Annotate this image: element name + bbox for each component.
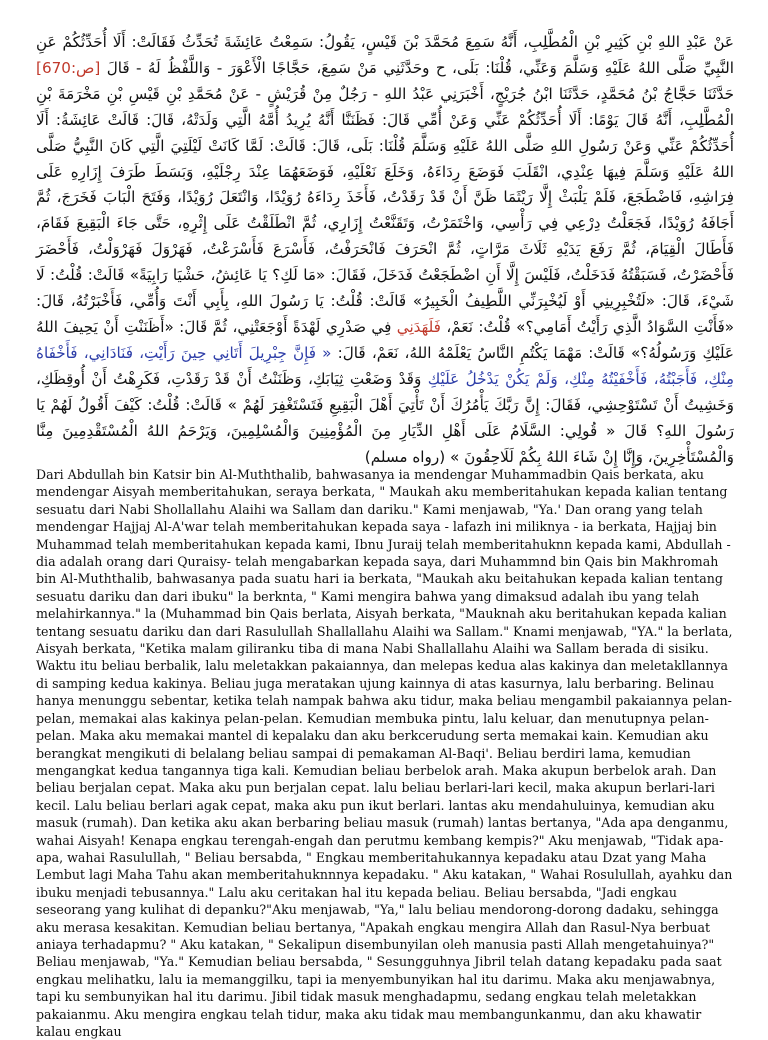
- highlighted-word: فَلَهَدَنِي: [396, 317, 441, 336]
- translation-paragraph: Dari Abdullah bin Katsir bin Al-Muththalib, bahwasanya ia mendengar Muhammadbin Qais berkata, aku mendengar Aisyah memberitahukan, seraya berkata, " Maukah aku memberitahukan kepada kalian tentang sesuatu dari Nabi Shollallahu Alaihi wa Sallam dan dariku." Kami menjawab, "Ya.' Dan orang yang telah mendengar Hajjaj Al-A'war telah memberitahukan kepada saya - lafazh ini miliknya - ia berkata, Hajjaj bin Muhammad telah memberitahukan kepada kami, Ibnu Juraij telah memberitahuknn kepada kami, Abdullah -dia adalah orang dari Quraisy- telah mengabarkan kepada saya, dari Muhammnd bin Qais bin Makhromah bin Al-Muththalib, bahwasanya pada suatu hari ia berkata, "Maukah aku beitahukan kepada kalian tentang sesuatu dariku dan dari ibuku" la berknta, " Kami mengira bahwa yang dimaksud adalah ibu yang telah melahirkannya." la (Muhammad bin Qais berlata, Aisyah berkata, "Mauknah aku beritahukan kepada kalian tentang sesuatu dariku dan dari Rasulullah Shallallahu Alaihi wa Sallam." Knami menjawab, "YA." la berlata, Aisyah berkata, "Ketika malam giliranku tiba di mana Nabi Shallallahu Alaihi wa Sallam berada di sisiku. Waktu itu beliau berbalik, lalu meletakkan pakaiannya, dan melepas kedua alas kakinya dan meletakllannya di samping kedua kakinya. Beliau juga meratakan ujung kainnya di atas kasurnya, lalu berbaring. Belinau hanya menunggu sebentar, ketika telah nampak bahwa aku tidur, maka beliau mengambil pakaiannya pelan-pelan, memakai alas kakinya pelan-pelan. Kemudian membuka pintu, lalu keluar, dan menutupnya pelan-pelan. Maka aku memakai mantel di kepalaku dan aku berkcerudung serta memakai kain. Kemudian aku berangkat mengikuti di belalang beliau sampai di pemakaman Al-Baqi'. Beliau berdiri lama, kemudian mengangkat kedua tangannya tiga kali. Kemudian beliau berbelok arah. Maka akupun berbelok arah. Dan beliau berjalan cepat. Maka aku pun berjalan cepat. lalu beliau berlari-lari kecil, maka akupun berlari-lari kecil. Lalu beliau berlari agak cepat, maka aku pun ikut berlari. lantas aku mendahuluinya, kemudian aku masuk (rumah). Dan ketika aku akan berbaring beliau masuk (rumah) lantas bertanya, "Ada apa denganmu, wahai Aisyah! Kenapa engkau terengah-engah dan perutmu kembang kempis?" Aku menjawab, "Tidak apa-apa, wahai Rasulullah, " Beliau bersabda, " Engkau memberitahukannya kepadaku atau Dzat yang Maha Lembut lagi Maha Tahu akan memberitahuknnnya kepadaku. " Aku katakan, " Wahai Rosulullah, ayahku dan ibuku menjadi tebusannya." Lalu aku ceritakan hal itu kepada beliau. Beliau bersabda, "Jadi engkau seseorang yang kulihat di depanku?"Aku menjawab, "Ya," lalu beliau mendorong-dorong dadaku, sehingga aku merasa kesakitan. Kemudian beliau bertanya, "Apakah engkau mengira Allah dan Rasul-Nya berbuat aniaya terhadapmu? " Aku katakan, " Sekalipun disembunyilan oleh manusia pasti Allah mengetahuinya?" Beliau menjawab, "Ya." Kemudian beliau bersabda, " Sesungguhnya Jibril telah datang kepadaku pada saat engkau melihatku, lalu ia memanggilku, tapi ia menyembunyikan hal itu darimu. Maka aku menjawabnya, tapi ku sembunyikan hal itu darimu. Jibil tidak masuk menghadapmu, sedang engkau telah meletakkan pakaianmu. Aku mengira engkau telah tidur, maka aku tidak mau membangunkanmu, dan aku khawatir kalau engkau: [36, 467, 733, 1039]
- arabic-hadith-text: [36, 30, 734, 466]
- arabic-text-part-1: عَنْ عَبْدِ اللهِ بْنِ كَثِيرِ بْنِ الْمُطَّلِبِ، أَنَّهُ سَمِعَ مُحَمَّدَ بْنَ قَيْسٍ، يَقُولُ: سَمِعْتُ عَائِشَةَ تُحَدِّثُ فَقَالَتْ: أَلَا أُحَدِّثُكُمْ عَنِ النَّبِيِّ صَلَّى اللهُ عَلَيْهِ وَسَلَّمَ وَعَنِّي، قُلْنَا: بَلَى، ح وحَدَّثَنِي مَنْ سَمِعَ، حَجَّاجًا الْأَعْوَرَ - وَاللَّفْظُ لَهُ - قَالَ: [36, 33, 734, 77]
- arabic-text-part-3: فِي صَدْرِي لَهْدَةً أَوْجَعَتْنِي، ثُمَّ قَالَ: «أَظَنَنْتِ أَنْ يَحِيفَ اللهُ عَلَيْكِ وَرَسُولُهُ؟» قَالَتْ: مَهْمَا يَكْتُمِ النَّاسُ يَعْلَمْهُ اللهُ، نَعَمْ، قَالَ:: [36, 317, 734, 362]
- highlighted-quote: « فَإِنَّ جِبْرِيلَ أَتَانِي حِينَ رَأَيْتِ، فَنَادَانِي، فَأَخْفَاهُ مِنْكِ، فَأَجَبْتُهُ، فَأَخْفَيْتُهُ مِنْكِ، وَلَمْ يَكُنْ يَدْخُلُ عَلَيْكِ: [36, 343, 734, 388]
- page-reference: [ص:670]: [36, 58, 101, 77]
- indonesian-translation: [36, 466, 734, 1039]
- arabic-text-part-2: حَدَّثَنَا حَجَّاجُ بْنُ مُحَمَّدٍ، حَدَّثَنَا ابْنُ جُرَيْجٍ، أَخْبَرَنِي عَبْدُ اللهِ - رَجُلٌ مِنْ قُرَيْشٍ - عَنْ مُحَمَّدِ بْنِ قَيْسِ بْنِ مَخْرَمَةَ بْنِ الْمُطَّلِبِ، أَنَّهُ قَالَ يَوْمًا: أَلَا أُحَدِّثُكُمْ عَنِّي وَعَنْ أُمِّي قَالَ: فَظَنَنَّا أَنَّهُ يُرِيدُ أُمَّهُ الَّتِي وَلَدَتْهُ، قَالَ: قَالَتْ عَائِشَةُ: أَلَا أُحَدِّثُكُمْ عَنِّي وَعَنْ رَسُولِ اللهِ صَلَّى اللهُ عَلَيْهِ وَسَلَّمَ قُلْنَا: بَلَى، قَالَ: قَالَتْ: لَمَّا كَانَتْ لَيْلَتِيَ الَّتِي كَانَ النَّبِيُّ صَلَّى اللهُ عَلَيْهِ وَسَلَّمَ فِيهَا عِنْدِي، انْقَلَبَ فَوَضَعَ رِدَاءَهُ، وَخَلَعَ نَعْلَيْهِ، فَوَضَعَهُمَا عِنْدَ رِجْلَيْهِ، وَبَسَطَ طَرَفَ إِزَارِهِ عَلَى فِرَاشِهِ، فَاضْطَجَعَ، فَلَمْ يَلْبَثْ إِلَّا رَيْثَمَا ظَنَّ أَنْ قَدْ رَقَدْتُ، فَأَخَذَ رِدَاءَهُ رُوَيْدًا، وَانْتَعَلَ رُوَيْدًا، وَفَتَحَ الْبَابَ فَخَرَجَ، ثُمَّ أَجَافَهُ رُوَيْدًا، فَجَعَلْتُ دِرْعِي فِي رَأْسِي، وَاخْتَمَرْتُ، وَتَقَنَّعْتُ إِزَارِي، ثُمَّ انْطَلَقْتُ عَلَى إِثْرِهِ، حَتَّى جَاءَ الْبَقِيعَ فَقَامَ، فَأَطَالَ الْقِيَامَ، ثُمَّ رَفَعَ يَدَيْهِ ثَلَاثَ مَرَّاتٍ، ثُمَّ انْحَرَفَ فَانْحَرَفْتُ، فَأَسْرَعَ فَأَسْرَعْتُ، فَهَرْوَلَ فَهَرْوَلْتُ، فَأَحْضَرَ فَأَحْضَرْتُ، فَسَبَقْتُهُ فَدَخَلْتُ، فَلَيْسَ إِلَّا أَنِ اضْطَجَعْتُ فَدَخَلَ، فَقَالَ: «مَا لَكِ؟ يَا عَائِشُ، حَشْيَا رَابِيَةً» قَالَتْ: قُلْتُ: لَا شَيْءَ، قَالَ: «لَتُخْبِرِينِي أَوْ لَيُخْبِرَنِّي اللَّطِيفُ الْخَبِيرُ» قَالَتْ: قُلْتُ: يَا رَسُولَ اللهِ، بِأَبِي أَنْتَ وَأُمِّي، فَأَخْبَرْتُهُ، قَالَ: «فَأَنْتِ السَّوَادُ الَّذِي رَأَيْتُ أَمَامِي؟» قُلْتُ: نَعَمْ،: [36, 84, 734, 336]
- arabic-text-part-4: وَقَدْ وَضَعْتِ ثِيَابَكِ، وَظَنَنْتُ أَنْ قَدْ رَقَدْتِ، فَكَرِهْتُ أَنْ أُوقِظَكِ، وَخَشِيتُ أَنْ تَسْتَوْحِشِي، فَقَالَ: إِنَّ رَبَّكَ يَأْمُرُكَ أَنْ تَأْتِيَ أَهْلَ الْبَقِيعِ فَتَسْتَغْفِرَ لَهُمْ » قَالَتْ: قُلْتُ: كَيْفَ أَقُولُ لَهُمْ يَا رَسُولَ اللهِ؟ قَالَ « قُولِي: السَّلَامُ عَلَى أَهْلِ الدِّيَارِ مِنَ الْمُؤْمِنِينَ وَالْمُسْلِمِينَ، وَيَرْحَمُ اللهُ الْمُسْتَقْدِمِينَ مِنَّا وَالْمُسْتَأْخِرِينَ، وَإِنَّا إِنْ شَاءَ اللهُ بِكُمْ لَلَاحِقُونَ » (رواه مسلم): [36, 369, 734, 466]
